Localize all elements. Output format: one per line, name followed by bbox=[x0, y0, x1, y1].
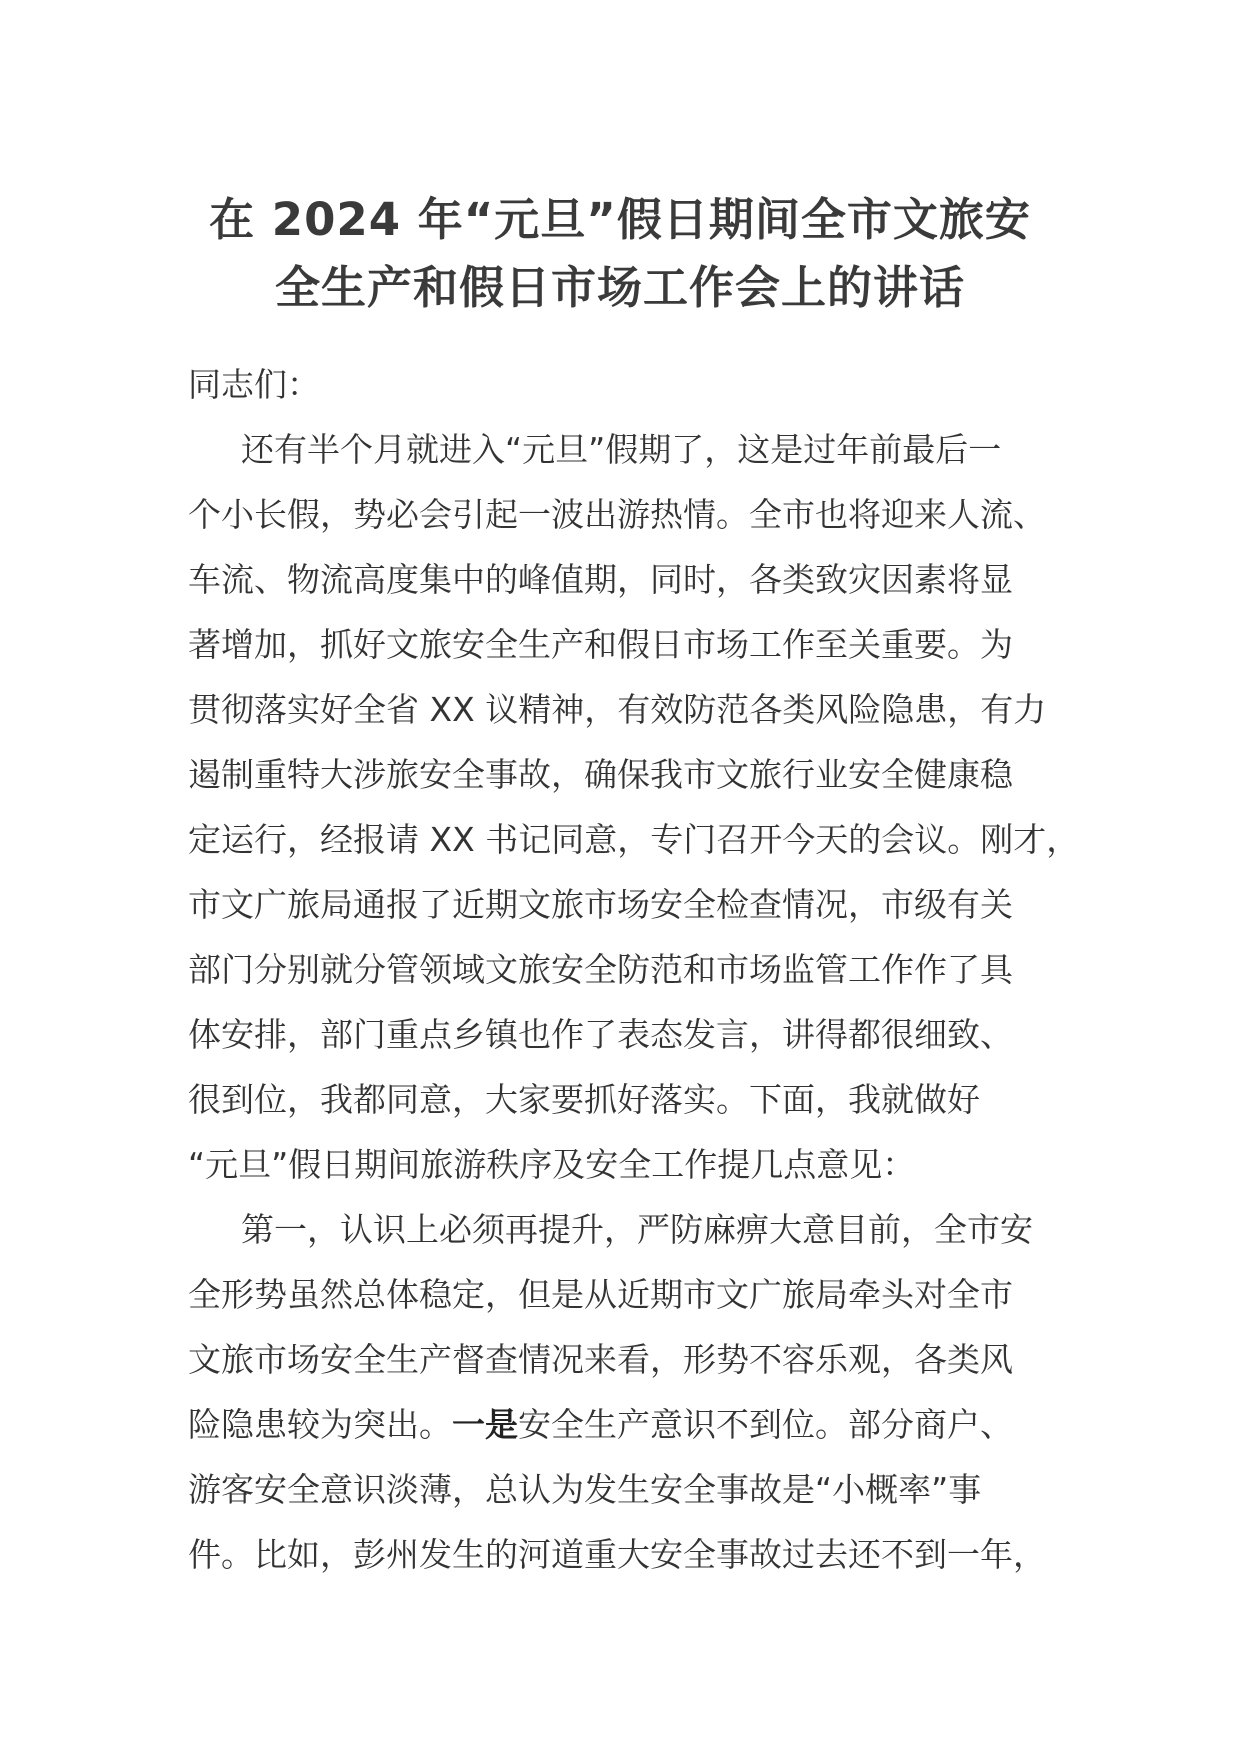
document-body bbox=[188, 352, 1088, 1587]
paragraph-2-line: 第一，认识上必须再提升，严防麻痹大意目前，全市安 bbox=[241, 1210, 1033, 1249]
paragraph-1-line: 很到位，我都同意，大家要抓好落实。下面，我就做好 bbox=[188, 1080, 980, 1119]
title-line-1: 在 2024 年“元旦”假日期间全市文旅安 bbox=[209, 193, 1031, 246]
mixed-line-after: 安全生产意识不到位。部分商户、 bbox=[518, 1405, 1013, 1444]
emphasis-text: 一是 bbox=[452, 1405, 518, 1444]
paragraph-1-line: 市文广旅局通报了近期文旅市场安全检查情况，市级有关 bbox=[188, 885, 1013, 924]
paragraph-2-mixed-line bbox=[188, 1392, 1088, 1457]
paragraph-1-line: 部门分别就分管领域文旅安全防范和市场监管工作作了具 bbox=[188, 950, 1013, 989]
paragraph-2-line: 全形势虽然总体稳定，但是从近期市文广旅局牵头对全市 bbox=[188, 1275, 1013, 1314]
paragraph-1-line: 定运行，经报请 XX 书记同意，专门召开今天的会议。刚才， bbox=[188, 820, 1080, 859]
title-line-2: 全生产和假日市场工作会上的讲话 bbox=[274, 261, 965, 314]
paragraph-1-line: “元旦”假日期间旅游秩序及安全工作提几点意见： bbox=[188, 1145, 916, 1184]
paragraph-1-line: 车流、物流高度集中的峰值期，同时，各类致灾因素将显 bbox=[188, 560, 1013, 599]
paragraph-2-line: 件。比如，彭州发生的河道重大安全事故过去还不到一年， bbox=[188, 1535, 1046, 1574]
paragraph-1-line: 著增加，抓好文旅安全生产和假日市场工作至关重要。为 bbox=[188, 625, 1013, 664]
paragraph-2-line: 游客安全意识淡薄，总认为发生安全事故是“小概率”事 bbox=[188, 1470, 982, 1509]
paragraph-1-line: 个小长假，势必会引起一波出游热情。全市也将迎来人流、 bbox=[188, 495, 1046, 534]
salutation: 同志们： bbox=[188, 365, 320, 404]
paragraph-1-line: 贯彻落实好全省 XX 议精神，有效防范各类风险隐患，有力 bbox=[188, 690, 1047, 729]
document-title bbox=[170, 186, 1070, 322]
paragraph-1-line: 体安排，部门重点乡镇也作了表态发言，讲得都很细致、 bbox=[188, 1015, 1013, 1054]
mixed-line-before: 险隐患较为突出。 bbox=[188, 1405, 452, 1444]
paragraph-1-line: 还有半个月就进入“元旦”假期了，这是过年前最后一 bbox=[241, 430, 1002, 469]
paragraph-1-line: 遏制重特大涉旅安全事故，确保我市文旅行业安全健康稳 bbox=[188, 755, 1013, 794]
paragraph-2-line: 文旅市场安全生产督查情况来看，形势不容乐观，各类风 bbox=[188, 1340, 1013, 1379]
